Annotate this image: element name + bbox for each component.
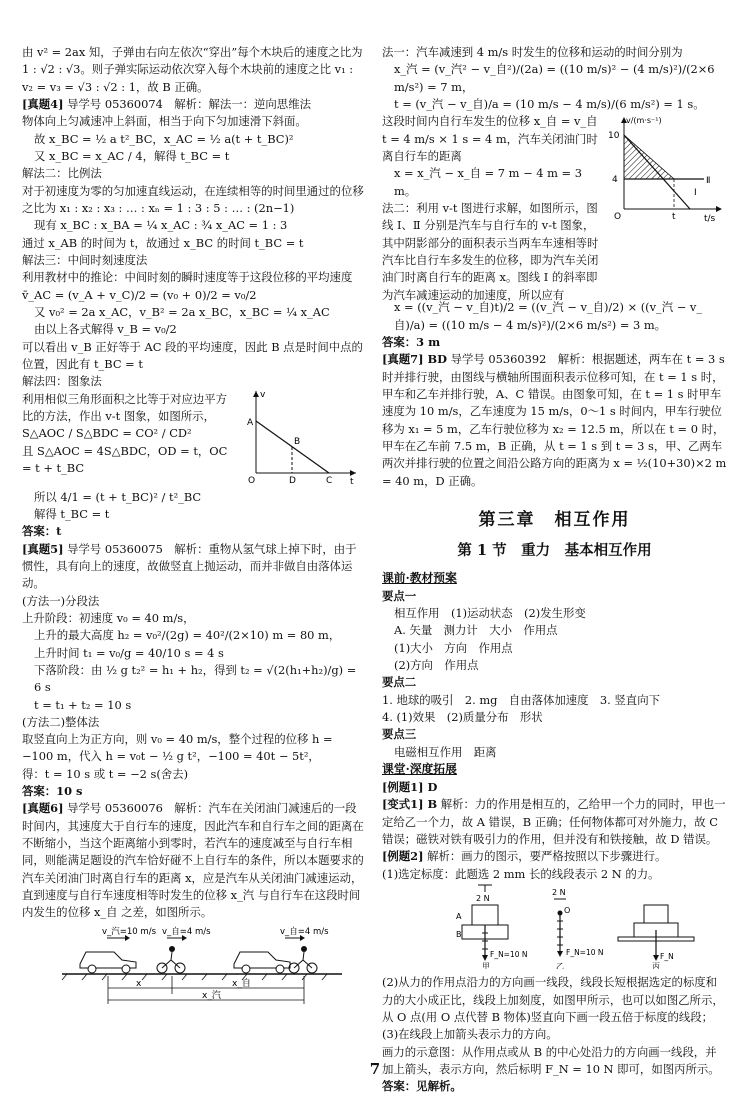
right-column bbox=[382, 44, 727, 1096]
bicycle-icon bbox=[157, 946, 185, 973]
question-paragraph bbox=[382, 351, 727, 490]
vt2-tick-4: 4 bbox=[612, 175, 618, 186]
question-head-text: 导学号 05360075 解析：重物从氢气球上掉下时，由于惯性，具有向上的速度，故做竖直上抛运动，而并非做自由落体运动。 bbox=[22, 541, 357, 591]
equation: 又 x_BC = x_AC / 4，解得 t_BC = t bbox=[34, 148, 230, 163]
text-line: 上升阶段：初速度 v₀ = 40 m/s， bbox=[22, 610, 195, 625]
vt-point-c: C bbox=[326, 475, 333, 485]
method-label: 解法四：图象法 bbox=[22, 374, 102, 389]
equation: 所以 4/1 = (t + t_BC)² / t²_BC bbox=[34, 489, 202, 504]
question-body: 解析：画力的图示，要严格按照以下步骤进行。 bbox=[427, 849, 667, 864]
text-line: 得：t = 10 s 或 t = −2 s(舍去) bbox=[22, 766, 189, 781]
answer: 答案：10 s bbox=[22, 784, 83, 799]
figure-label-jia: 甲 bbox=[482, 961, 490, 969]
scale-2n-label: 2 N bbox=[476, 893, 490, 903]
force-label: F_N=10 N bbox=[490, 949, 528, 959]
bicycle-icon bbox=[289, 946, 317, 973]
section-heading: 课堂·深度拓展 bbox=[382, 761, 457, 776]
text-line: 这段时间内自行车发生的位移 x_自 = v_自 t = 4 m/s × 1 s = 4 m，汽车关闭油门时离自行车的距离 bbox=[382, 114, 598, 163]
text-line: A. 矢量 测力计 大小 作用点 bbox=[394, 623, 558, 638]
question-head-text: 导学号 05360074 解析：解法一：逆向思维法 bbox=[67, 96, 311, 111]
question-tag: [真题6] bbox=[22, 801, 64, 816]
question-tag: [例题2] bbox=[382, 849, 424, 864]
block-a-label: A bbox=[456, 911, 462, 921]
distance-bike-label: x_自 bbox=[232, 978, 251, 989]
section-title: 第 1 节 重力 基本相互作用 bbox=[457, 541, 652, 559]
answer: 答案：t bbox=[22, 524, 62, 539]
equation: 上升时间 t₁ = v₀/g = 40/10 s = 4 s bbox=[34, 645, 224, 660]
method-label: 解法二：比例法 bbox=[22, 166, 102, 181]
equation: t = (v_汽 − v_自)/a = (10 m/s − 4 m/s)/(6 m/s²) = 1 s。 bbox=[394, 96, 705, 111]
answer: 答案：见解析。 bbox=[382, 1079, 462, 1094]
question-body: 解析：力的作用是相互的，乙给甲一个力的同时，甲也一定给乙一个力，故 A 错误，B 正确；任何物体都可对外施力，故 C 错误；磁铁对铁有吸引力的作用，但并没有和铁接触，故 D 错误。 bbox=[382, 797, 726, 846]
block-b-label: B bbox=[456, 929, 462, 939]
question-head-text: 导学号 05360076 解析：汽车在关闭油门减速后的一段时间内，其速度大于自行车的速度，因此汽车和自行车之间的距离在不断缩小，当这个距离缩小到零时，若汽车的速度减至与自行车相同，则能满足题设的汽车恰好碰不上自行车的条件，所以本题要求的汽车关闭油门时离自行车的距离 x，应是汽车从关闭油门减速运动，直到速度与自行车速度相等时发生的位移 x_汽 与自行车在这段时间内发生的位移 x_自 之差，如图所示。 bbox=[22, 801, 364, 920]
vt-origin: O bbox=[248, 475, 256, 485]
vt-graph-figure bbox=[244, 385, 362, 485]
text-line: 通过 x_AB 的时间为 t，故通过 x_BC 的时间 t_BC = t bbox=[22, 235, 304, 250]
equation: t = t₁ + t₂ = 10 s bbox=[34, 697, 132, 712]
vt-axis-v: v bbox=[260, 389, 266, 400]
question-body: 导学号 05360392 解析：根据题述，两车在 t = 3 s 时并排行驶，由图线与横轴所围面积表示位移可知，在 t = 1 s 时，甲车和乙车并排行驶，A、C 错误。由图象可知，在 t = 1 s 时甲车速度为 10 m/s，乙车速度为 15 m/s，0～1 s 时间内，甲车行驶位移为 x₁ = 5 m，乙车行驶位移为 x₂ = 12.5 m，所以在 t = 0 时，甲车在乙车前 7.5 m，B 正确，从 t = 1 s 到 t = 3 s，甲、乙两车两次并排行驶的位置之间沿公路方向的距离为 x = ½(10+30)×2 m = 40 m，D 正确。 bbox=[382, 352, 727, 488]
equation: 又 v₀² = 2a x_AC，v_B² = 2a x_BC，x_BC = ¼ x_AC bbox=[34, 304, 330, 319]
text-line: 物体向上匀减速冲上斜面，相当于向下匀加速滑下斜面。 bbox=[22, 114, 307, 129]
graph-method-block bbox=[22, 391, 367, 489]
point-label: 要点二 bbox=[382, 675, 417, 690]
vt2-tick-10: 10 bbox=[608, 131, 620, 142]
bike-speed-label: v_自=4 m/s bbox=[162, 926, 211, 937]
point-o-label: O bbox=[564, 905, 571, 915]
vt2-line-II: Ⅱ bbox=[706, 176, 711, 187]
scale-2n-label: 2 N bbox=[552, 887, 566, 897]
text-line: 4. (1)效果 (2)质量分布 形状 bbox=[382, 710, 543, 724]
text-line: 电磁相互作用 距离 bbox=[394, 744, 497, 759]
car-icon bbox=[234, 952, 290, 973]
equation: 上升的最大高度 h₂ = v₀²/(2g) = 40²/(2×10) m = 80 m， bbox=[34, 628, 341, 643]
equation: x = x_汽 − x_自 = 7 m − 4 m = 3 m。 bbox=[394, 166, 582, 198]
method2-block bbox=[382, 113, 727, 302]
text-line: 1. 地球的吸引 2. mg 自由落体加速度 3. 竖直向下 bbox=[382, 692, 660, 707]
text-line: (2)从力的作用点沿力的方向画一线段，线段长短根据选定的标度和力的大小成正比，线段上加刻度，如图甲所示，也可以如图乙所示，从 O 点(用 O 点代替 B 物体)竖直向下画一段五倍于标度的线段； bbox=[382, 975, 724, 1024]
vt-point-a: A bbox=[247, 417, 254, 428]
method-label: 解法三：中间时刻速度法 bbox=[22, 252, 148, 267]
bike-speed-label: v_自=4 m/s bbox=[280, 926, 329, 937]
car-speed-label: v_汽=10 m/s bbox=[102, 926, 156, 937]
vt2-origin: O bbox=[614, 212, 622, 223]
question-paragraph bbox=[382, 848, 727, 865]
point-label: 要点一 bbox=[382, 588, 417, 603]
figure-label-bing: 丙 bbox=[652, 961, 660, 969]
equation: 故 x_BC = ½ a t²_BC，x_AC = ½ a(t + t_BC)² bbox=[34, 131, 294, 146]
text-line: 相互作用 (1)运动状态 (2)发生形变 bbox=[394, 606, 586, 621]
text-line: (1)选定标度：此题选 2 mm 长的线段表示 2 N 的力。 bbox=[382, 866, 660, 881]
method-label: (方法一)分段法 bbox=[22, 593, 100, 608]
force-label: F_N=10 N bbox=[566, 947, 604, 957]
vt2-axis-label: v/(m·s⁻¹) bbox=[626, 116, 662, 126]
equation: 且 S△AOC = 4S△BDC，OD = t，OC = t + t_BC bbox=[22, 443, 228, 475]
equation: S△AOC / S△BDC = CO² / CD² bbox=[22, 426, 192, 441]
vt-axis-t: t bbox=[350, 476, 354, 485]
text-line: (3)在线段上加箭头表示力的方向。 bbox=[382, 1027, 558, 1042]
equation: 现有 x_BC : x_BA = ¼ x_AC : ¾ x_AC = 1 : 3 bbox=[34, 218, 288, 233]
vt2-axis-t: t/s bbox=[704, 214, 716, 225]
question-tag: [真题4] bbox=[22, 96, 64, 111]
question-tag: [真题5] bbox=[22, 541, 64, 556]
vt-point-d: D bbox=[289, 475, 296, 485]
text-line: 法二：利用 v-t 图进行求解，如图所示，图线 Ⅰ、Ⅱ 分别是汽车与自行车的 v-t 图象，其中阴影部分的面积表示当两车车速相等时汽车比自行车多发生的位移，即为汽车关闭油门时离自行车的距离 x。图线 Ⅰ 的斜率即为汽车减速运动的加速度，所以应有 bbox=[382, 200, 599, 302]
equation: 下落阶段：由 ½ g t₂² = h₁ + h₂，得到 t₂ = √(2(h₁+h₂)/g) = 6 s bbox=[34, 662, 357, 695]
method-label: (方法二)整体法 bbox=[22, 714, 100, 729]
paragraph: 由 v² = 2ax 知，子弹由右向左依次“穿出”每个木块后的速度之比为 1 : √2 : √3。则子弹实际运动依次穿入每个木块前的速度之比 v₁ : v₂ = v₃ = √3 : √2 : 1，故 B 正确。 bbox=[22, 45, 363, 94]
question-tag: [变式1] B bbox=[382, 797, 438, 812]
answer: 答案：3 m bbox=[382, 334, 441, 349]
left-column bbox=[22, 44, 367, 1011]
figure-label-yi: 乙 bbox=[556, 961, 564, 969]
text-line: (2)方向 作用点 bbox=[394, 658, 479, 673]
page-number: 7 bbox=[369, 1060, 381, 1078]
text-line: 可以看出 v_B 正好等于 AC 段的平均速度，因此 B 点是时间中点的位置，因此有 t_BC = t bbox=[22, 339, 363, 371]
question-heading bbox=[22, 800, 367, 921]
example-answer: [例题1] D bbox=[382, 779, 438, 794]
question-heading bbox=[22, 96, 367, 113]
distance-car-label: x_汽 bbox=[202, 990, 221, 1001]
text-line: 法一：汽车减速到 4 m/s 时发生的位移和运动的时间分别为 bbox=[382, 45, 683, 59]
text-line: 画力的示意图：从作用点或从 B 的中心处沿力的方向画一线段，并加上箭头，表示方向，然后标明 F_N = 10 N 即可，如图丙所示。 bbox=[382, 1044, 720, 1076]
distance-x-label: x bbox=[136, 978, 142, 989]
question-tag: [真题7] BD bbox=[382, 352, 447, 367]
car-icon bbox=[80, 952, 136, 973]
vt-point-b: B bbox=[294, 436, 301, 447]
equation: x = ((v_汽 − v_自)t)/2 = ((v_汽 − v_自)/2) × ((v_汽 − v_自)/a) = ((10 m/s − 4 m/s)²)/(2×6 m/s²) = 3 m。 bbox=[394, 300, 703, 332]
text-line: 对于初速度为零的匀加速直线运动，在连续相等的时间里通过的位移之比为 x₁ : x₂ : x₃ : … : xₙ = 1 : 3 : 5 : … : (2n−1) bbox=[22, 183, 364, 215]
text-line: 利用相似三角形面积之比等于对应边平方比的方法，作出 v-t 图象，如图所示， bbox=[22, 391, 228, 423]
section-heading: 课前·教材预案 bbox=[382, 570, 457, 585]
car-bike-figure bbox=[22, 924, 362, 1006]
equation: 由以上各式解得 v_B = v₀/2 bbox=[34, 322, 177, 337]
force-diagram-figure bbox=[382, 883, 722, 969]
chapter-title: 第三章 相互作用 bbox=[478, 509, 631, 530]
equation: 解得 t_BC = t bbox=[34, 506, 110, 521]
text-line: 取竖直向上为正方向，则 v₀ = 40 m/s，整个过程的位移 h = −100 m，代入 h = v₀t − ½ g t²，−100 = 40t − 5t²， bbox=[22, 732, 333, 764]
force-label: F_N bbox=[660, 951, 674, 961]
question-paragraph bbox=[382, 796, 727, 848]
vt2-line-I: Ⅰ bbox=[694, 188, 697, 199]
question-heading bbox=[22, 541, 367, 593]
vt2-tick-t: t bbox=[672, 212, 676, 223]
text-line: 利用教材中的推论：中间时刻的瞬时速度等于这段位移的平均速度 v̄_AC = (v_A + v_C)/2 = (v₀ + 0)/2 = v₀/2 bbox=[22, 270, 353, 302]
point-label: 要点三 bbox=[382, 727, 417, 742]
vt2-graph-figure bbox=[604, 113, 726, 225]
equation: x_汽 = (v_汽² − v_自²)/(2a) = ((10 m/s)² − (4 m/s)²)/(2×6 m/s²) = 7 m， bbox=[394, 62, 715, 94]
text-line: (1)大小 方向 作用点 bbox=[394, 640, 513, 655]
